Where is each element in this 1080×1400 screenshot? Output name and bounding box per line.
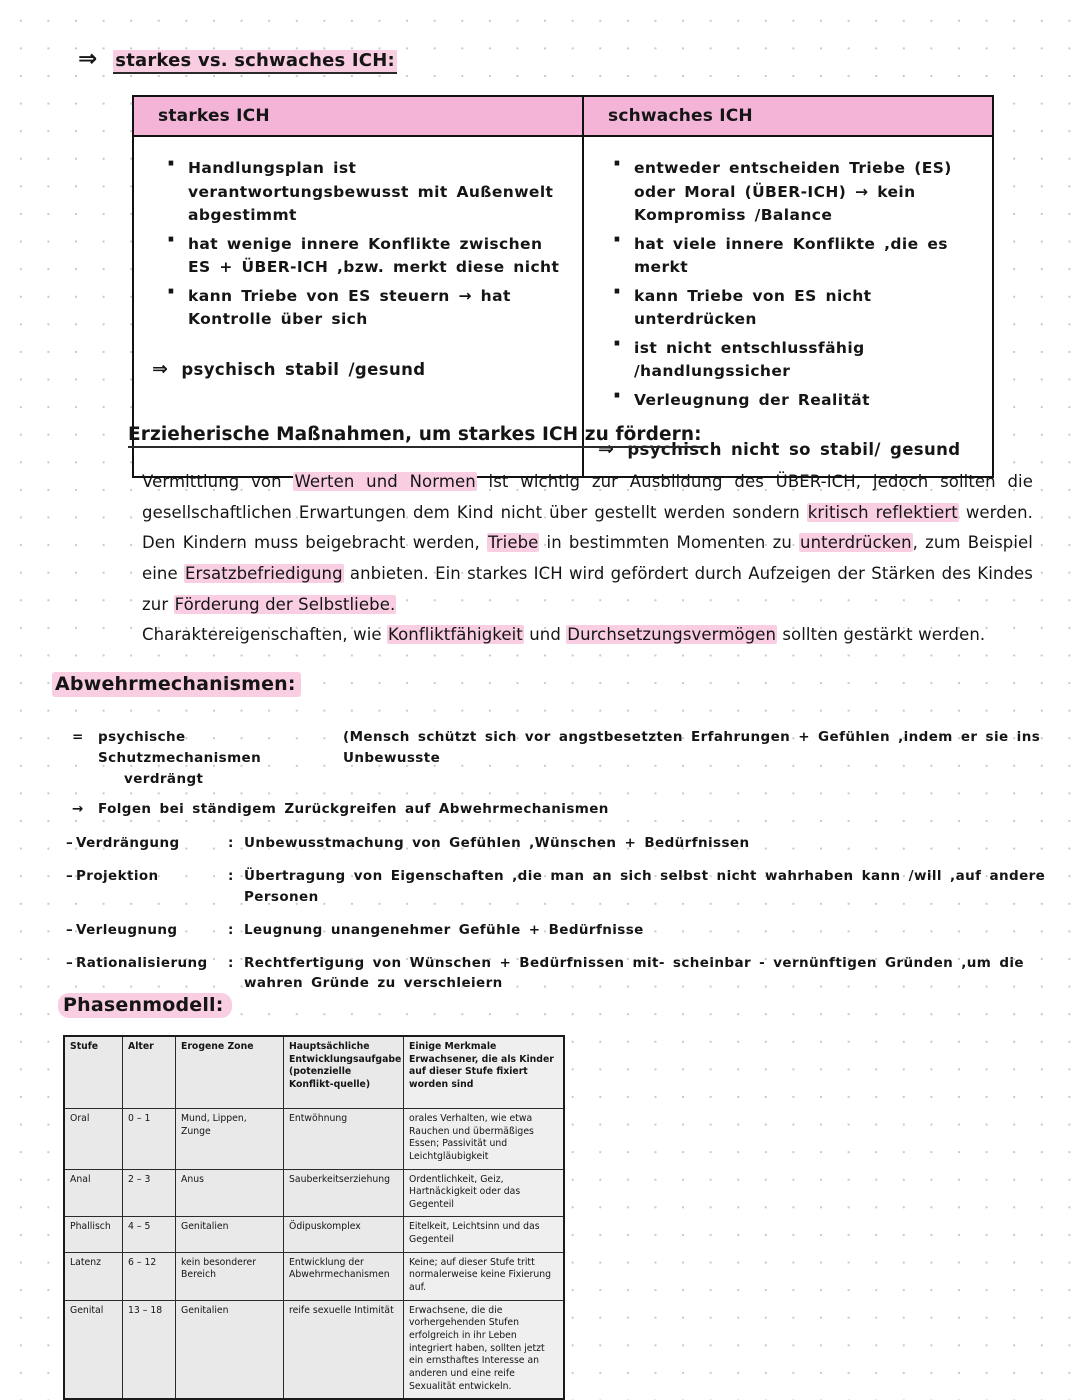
column-header-starkes-ich: starkes ICH xyxy=(134,97,584,135)
cell-aufgabe: Entwicklung der Abwehrmechanismen xyxy=(284,1252,404,1300)
highlighted-phrase: kritisch reflektiert xyxy=(807,502,958,522)
mechanism-description: Unbewusstmachung von Gefühlen ,Wünschen + Bedürfnissen xyxy=(244,835,750,851)
cell-alter: 0 – 1 xyxy=(123,1109,176,1170)
folgen-row xyxy=(72,799,1077,820)
section-heading-starkes-vs-schwaches xyxy=(78,48,397,74)
body-text: ist wichtig zur Ausbildung des ÜBER-ICH, jedoch sollten die gesellschaftlichen Erwartungen dem Kind nicht über gestellt werden sondern xyxy=(142,472,1033,522)
erzieherische-last-line xyxy=(142,620,1033,651)
cell-alter: 6 – 12 xyxy=(123,1252,176,1300)
body-text: in bestimmten Momenten zu xyxy=(539,533,800,553)
table-header-row xyxy=(64,1036,564,1109)
double-arrow-icon: ⇒ xyxy=(598,438,615,461)
definition-right: (Mensch schützt sich vor angstbesetzten Erfahrungen + Gefühlen ,indem er sie ins Unbewusste xyxy=(343,729,1041,766)
mechanism-description: Leugnung unangenehmer Gefühle + Bedürfnisse xyxy=(244,921,644,938)
equals-sign-icon: = xyxy=(72,729,84,745)
list-item: · Verleugnung der Realität xyxy=(598,389,982,413)
mechanism-name: Verdrängung xyxy=(76,835,180,851)
body-text: , zum Beispiel eine xyxy=(142,533,1033,584)
mechanism-name: Rationalisierung xyxy=(76,955,208,971)
mechanism-row xyxy=(66,866,1076,907)
definition-left: psychische Schutzmechanismen xyxy=(98,729,262,766)
table-row xyxy=(64,1169,564,1217)
highlighted-phrase: Triebe xyxy=(488,533,539,553)
double-arrow-icon: ⇒ xyxy=(152,357,169,380)
cell-merkmale: orales Verhalten, wie etwa Rauchen und übermäßiges Essen; Passivität und Leichtgläubigkeit xyxy=(404,1109,565,1170)
erzieherische-heading: Erzieherische Maßnahmen, um starkes ICH zu fördern: xyxy=(128,424,702,448)
cell-zone: Genitalien xyxy=(176,1217,284,1252)
cell-alter: 2 – 3 xyxy=(123,1169,176,1217)
mechanism-row xyxy=(66,953,1076,994)
cell-stufe: Genital xyxy=(64,1300,123,1399)
mechanism-name: Projektion xyxy=(76,868,159,885)
highlighted-phrase: Ersatzbefriedigung xyxy=(184,564,343,584)
definition-text xyxy=(98,727,1077,790)
cell-stufe: Oral xyxy=(64,1109,123,1170)
cell-zone: Anus xyxy=(176,1169,284,1217)
conclusion-text: psychisch stabil /gesund xyxy=(181,359,426,379)
cell-zone: kein besonderer Bereich xyxy=(176,1252,284,1300)
mechanism-description: Rechtfertigung von Wünschen + Bedürfnissen mit- scheinbar - vernünftigen Gründen ,um die wahren Gründe zu verschleiern xyxy=(244,955,1024,992)
dash-icon: – xyxy=(66,955,74,971)
colon: : xyxy=(228,955,234,971)
body-text: und xyxy=(523,625,567,645)
table-row xyxy=(64,1300,564,1399)
starkes-ich-conclusion xyxy=(152,358,572,380)
list-item: · ist nicht entschlussfähig /handlungssicher xyxy=(598,337,982,384)
list-item: · entweder entscheiden Triebe (ES) oder Moral (ÜBER-ICH) → kein Kompromiss /Balance xyxy=(598,157,982,228)
body-text: Charaktereigenschaften, wie xyxy=(142,625,387,645)
column-header-erogene-zone: Erogene Zone xyxy=(176,1036,284,1109)
body-text: sollten gestärkt werden. xyxy=(777,625,986,645)
highlighted-phrase: Durchsetzungsvermögen xyxy=(567,625,777,645)
arrow-right-icon: → xyxy=(72,800,84,817)
cell-aufgabe: reife sexuelle Intimität xyxy=(284,1300,404,1399)
dash-icon: – xyxy=(66,835,74,851)
comparison-table-ich xyxy=(132,95,994,478)
schwaches-ich-bullet-list xyxy=(598,157,982,412)
highlighted-phrase: Konfliktfähigkeit xyxy=(388,625,523,645)
dash-icon: – xyxy=(66,921,74,938)
abwehrmechanismen-list xyxy=(66,833,1076,1007)
definition-continuation: verdrängt xyxy=(124,770,204,787)
colon: : xyxy=(228,835,234,851)
cell-stufe: Latenz xyxy=(64,1252,123,1300)
body-text: werden. Den Kindern muss beigebracht werden, xyxy=(142,502,1034,553)
column-header-schwaches-ich: schwaches ICH xyxy=(608,106,753,126)
phasenmodell-heading: Phasenmodell: xyxy=(58,993,232,1018)
column-header-entwicklungsaufgabe: Hauptsächliche Entwicklungsaufgabe (potenzielle Konflikt-quelle) xyxy=(284,1036,404,1109)
double-arrow-icon: ⇒ xyxy=(78,46,98,72)
list-item: · kann Triebe von ES steuern → hat Kontrolle über sich xyxy=(152,285,572,332)
dash-icon: – xyxy=(66,868,74,885)
column-header-merkmale: Einige Merkmale Erwachsener, die als Kinder auf dieser Stufe fixiert worden sind xyxy=(404,1036,565,1109)
table-row xyxy=(64,1252,564,1300)
cell-merkmale: Keine; auf dieser Stufe tritt normalerweise keine Fixierung auf. xyxy=(404,1252,565,1300)
cell-merkmale: Erwachsene, die die vorhergehenden Stufen erfolgreich in ihr Leben integriert haben, sollten jetzt ein ernsthaftes Interesse an anderen und eine reife Sexualität entwickeln. xyxy=(404,1300,565,1399)
column-header-stufe: Stufe xyxy=(64,1036,123,1109)
mechanism-description: Übertragung von Eigenschaften ,die man an sich selbst nicht wahrhaben kann /will ,auf andere Personen xyxy=(244,868,1046,905)
colon: : xyxy=(228,921,234,938)
highlighted-phrase: Werten und Normen xyxy=(294,472,476,491)
starkes-ich-bullet-list xyxy=(152,157,572,332)
cell-aufgabe: Ödipuskomplex xyxy=(284,1217,404,1252)
table-row xyxy=(64,1217,564,1252)
cell-zone: Genitalien xyxy=(176,1300,284,1399)
mechanism-row xyxy=(66,833,1076,853)
comparison-table-header-row xyxy=(134,97,992,137)
erzieherische-paragraph xyxy=(142,467,1033,620)
definition-line xyxy=(98,727,1077,769)
body-text: anbieten. Ein starkes ICH wird gefördert durch Aufzeigen der Stärken des Kindes zur xyxy=(142,564,1033,614)
highlighted-phrase: unterdrücken xyxy=(800,533,912,553)
column-header-alter: Alter xyxy=(123,1036,176,1109)
table-row xyxy=(64,1109,564,1170)
definition-row xyxy=(72,727,1077,790)
colon: : xyxy=(228,868,234,885)
mechanism-row xyxy=(66,920,1076,940)
erzieherische-body xyxy=(128,467,1033,651)
heading-text: starkes vs. schwaches ICH: xyxy=(113,50,397,74)
list-item: · hat viele innere Konflikte ,die es merkt xyxy=(598,233,982,280)
cell-merkmale: Ordentlichkeit, Geiz, Hartnäckigkeit oder das Gegenteil xyxy=(404,1169,565,1217)
highlighted-phrase: Förderung der Selbstliebe. xyxy=(174,594,396,614)
cell-merkmale: Eitelkeit, Leichtsinn und das Gegenteil xyxy=(404,1217,565,1252)
abwehrmechanismen-definition-block xyxy=(72,727,1077,820)
cell-zone: Mund, Lippen, Zunge xyxy=(176,1109,284,1170)
erzieherische-massnahmen-section xyxy=(128,424,1033,651)
cell-alter: 13 – 18 xyxy=(123,1300,176,1399)
abwehrmechanismen-heading: Abwehrmechanismen: xyxy=(52,672,301,697)
list-item: · Handlungsplan ist verantwortungsbewusst mit Außenwelt abgestimmt xyxy=(152,157,572,228)
conclusion-text: psychisch nicht so stabil/ gesund xyxy=(627,440,961,460)
cell-aufgabe: Sauberkeitserziehung xyxy=(284,1169,404,1217)
body-text: Vermittlung von xyxy=(142,472,294,491)
folgen-text: Folgen bei ständigem Zurückgreifen auf Abwehrmechanismen xyxy=(98,800,609,817)
cell-aufgabe: Entwöhnung xyxy=(284,1109,404,1170)
mechanism-name: Verleugnung xyxy=(76,921,178,938)
cell-stufe: Anal xyxy=(64,1169,123,1217)
cell-alter: 4 – 5 xyxy=(123,1217,176,1252)
list-item: · kann Triebe von ES nicht unterdrücken xyxy=(598,285,982,332)
cell-stufe: Phallisch xyxy=(64,1217,123,1252)
phasenmodell-table xyxy=(63,1035,565,1400)
list-item: · hat wenige innere Konflikte zwischen ES + ÜBER-ICH ,bzw. merkt diese nicht xyxy=(152,233,572,280)
